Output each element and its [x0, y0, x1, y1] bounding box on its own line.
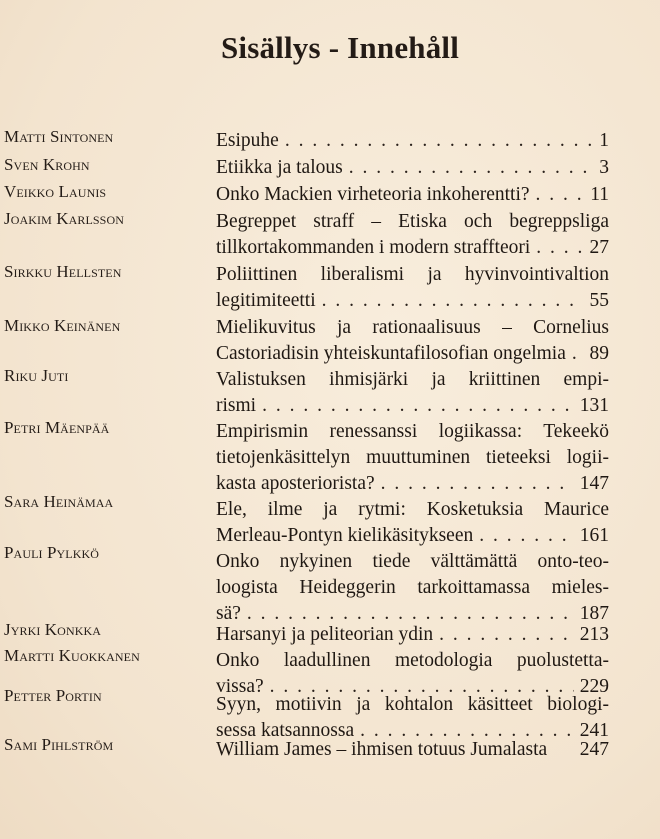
- toc-author: Sirkku Hellsten: [4, 262, 122, 281]
- toc-entry[interactable]: [216, 262, 609, 314]
- page-title: Sisällys - Innehåll: [220, 30, 460, 65]
- leader-dots: [349, 155, 594, 181]
- page-number: 247: [579, 739, 609, 760]
- entry-title-line: Merleau-Pontyn kielikäsitykseen: [216, 525, 474, 546]
- leader-dots: [262, 393, 574, 419]
- entry-title-line: tillkortakommanden i modern straffteori: [216, 237, 531, 258]
- leader-dots: [322, 288, 584, 314]
- entry-title-line: sä?: [216, 603, 241, 624]
- entry-title-line: William James – ihmisen totuus Jumalasta: [216, 739, 548, 760]
- page-number: 3: [599, 157, 609, 178]
- toc-entry[interactable]: [216, 622, 609, 648]
- leader-dots: [381, 471, 574, 497]
- page-number: 131: [579, 395, 609, 416]
- toc-entry[interactable]: [216, 737, 609, 763]
- entry-title-line: Onko nykyinen tiede välttämättä onto-teo-: [216, 551, 609, 572]
- page-number: 187: [579, 603, 609, 624]
- toc-author: Riku Juti: [4, 366, 69, 385]
- toc-entry[interactable]: [216, 367, 609, 419]
- toc-entry[interactable]: [216, 315, 609, 367]
- page-number: 229: [579, 676, 609, 697]
- toc-entry[interactable]: [216, 549, 609, 627]
- entry-title-line: legitimiteetti: [216, 290, 316, 311]
- toc-author: Mikko Keinänen: [4, 316, 121, 335]
- page-number: 1: [599, 130, 609, 151]
- entry-title-line: kasta aposteriorista?: [216, 473, 375, 494]
- toc-author: Jyrki Konkka: [4, 620, 102, 639]
- page-number: 241: [579, 720, 609, 741]
- entry-title-line: Etiikka ja talous: [216, 157, 343, 178]
- entry-title-line: tietojenkäsittelyn muuttuminen tieteeksi logii-: [216, 447, 609, 468]
- toc-entry[interactable]: [216, 209, 609, 261]
- entry-title-line: loogista Heideggerin tarkoittamassa mieles-: [216, 577, 609, 598]
- entry-title-line: Valistuksen ihmisjärki ja kriittinen empi-: [216, 369, 609, 390]
- toc-author: Sara Heinämaa: [4, 492, 114, 511]
- entry-title-line: Empirismin renessanssi logiikassa: Tekeekö: [216, 421, 609, 442]
- entry-title-line: Ele, ilme ja rytmi: Kosketuksia Maurice: [216, 499, 609, 520]
- leader-dots: [285, 128, 593, 154]
- page-number: 27: [589, 237, 609, 258]
- toc-entry[interactable]: [216, 497, 609, 549]
- entry-title-line: Syyn, motiivin ja kohtalon käsitteet biologi-: [216, 694, 609, 715]
- toc-entry[interactable]: [216, 182, 609, 208]
- entry-title-line: Onko laadullinen metodologia puolustetta-: [216, 650, 609, 671]
- entry-title-line: vissa?: [216, 676, 264, 697]
- leader-dots: [536, 235, 583, 261]
- toc-author: Veikko Launis: [4, 182, 107, 201]
- toc-entry[interactable]: [216, 419, 609, 497]
- entry-title-line: Mielikuvitus ja rationaalisuus – Cornelius: [216, 317, 609, 338]
- page-number: 55: [589, 290, 609, 311]
- leader-dots: [572, 341, 584, 367]
- toc-author: Matti Sintonen: [4, 127, 114, 146]
- entry-title-line: rismi: [216, 395, 257, 416]
- toc-entry[interactable]: [216, 155, 609, 181]
- page-number: 11: [590, 184, 609, 205]
- page-number: 161: [579, 525, 609, 546]
- toc-author: Pauli Pylkkö: [4, 543, 100, 562]
- toc-author: Joakim Karlsson: [4, 209, 124, 228]
- page-number: 147: [579, 473, 609, 494]
- toc-author: Petter Portin: [4, 686, 102, 705]
- entry-title-line: Harsanyi ja peliteorian ydin: [216, 624, 434, 645]
- toc-author: Sven Krohn: [4, 155, 90, 174]
- toc-author: Petri Mäenpää: [4, 418, 110, 437]
- entry-title-line: sessa katsannossa: [216, 720, 355, 741]
- toc-author: Sami Pihlström: [4, 735, 114, 754]
- entry-title-line: Poliittinen liberalismi ja hyvinvointivaltion: [216, 264, 609, 285]
- leader-dots: [536, 182, 585, 208]
- leader-dots: [479, 523, 574, 549]
- entry-title-line: Castoriadisin yhteiskuntafilosofian ongelmia: [216, 343, 566, 364]
- entry-title-line: Onko Mackien virheteoria inkoherentti?: [216, 184, 530, 205]
- page-number: 89: [589, 343, 609, 364]
- entry-title-line: Esipuhe: [216, 130, 279, 151]
- toc-author: Martti Kuokkanen: [4, 646, 140, 665]
- toc-entry[interactable]: [216, 128, 609, 154]
- leader-dots: [439, 622, 574, 648]
- page-number: 213: [579, 624, 609, 645]
- entry-title-line: Begreppet straff – Etiska och begreppsliga: [216, 211, 609, 232]
